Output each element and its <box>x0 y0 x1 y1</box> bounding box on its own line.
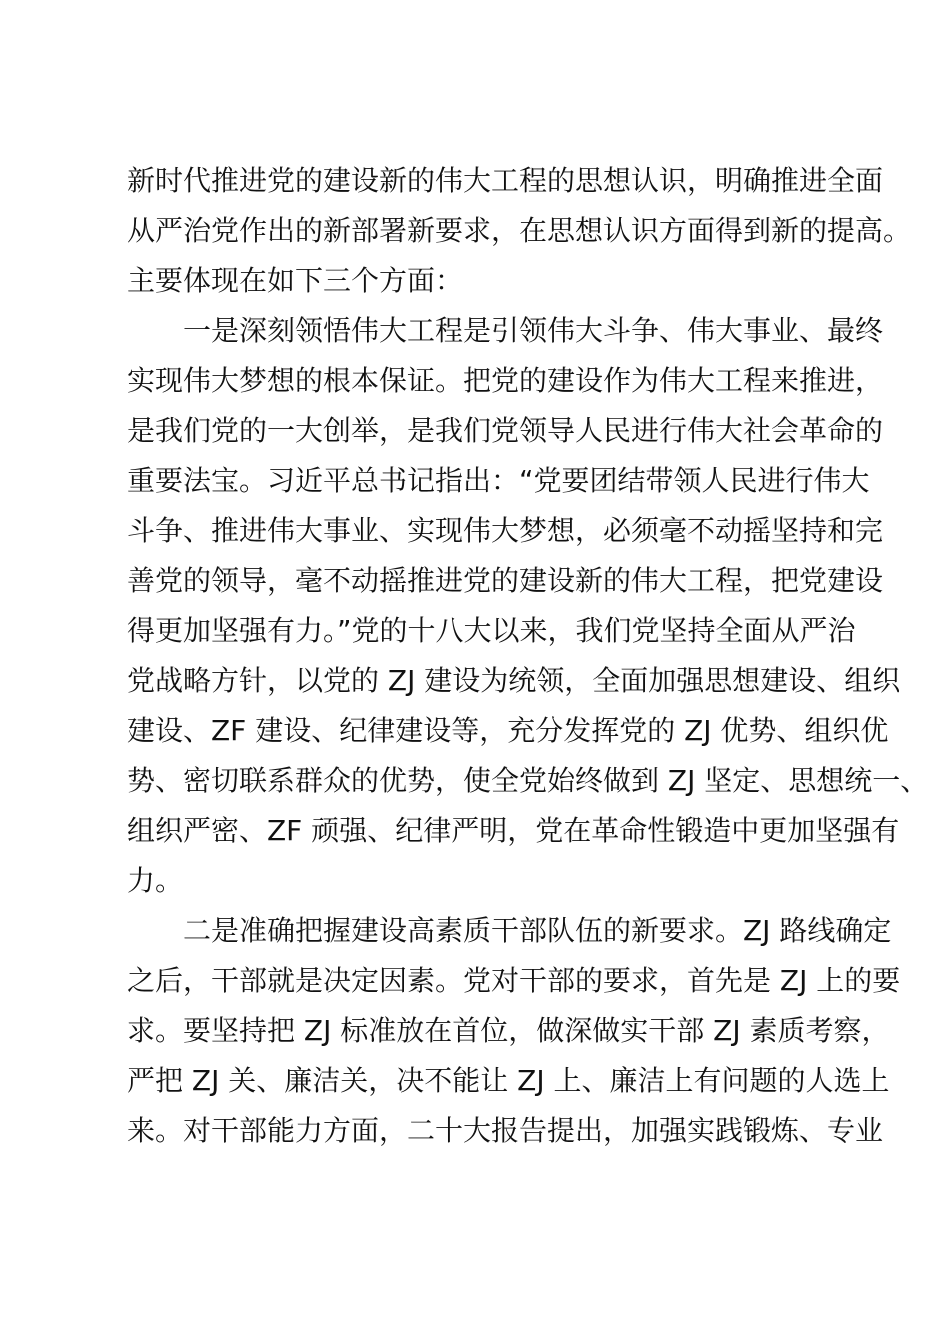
text-line: 一是深刻领悟伟大工程是引领伟大斗争、伟大事业、最终 <box>183 314 884 347</box>
text-line: 力。 <box>127 864 184 897</box>
text-line: 来。对干部能力方面，二十大报告提出，加强实践锻炼、专业 <box>127 1114 884 1147</box>
text-line: 新时代推进党的建设新的伟大工程的思想认识，明确推进全面 <box>127 164 884 197</box>
text-line: 斗争、推进伟大事业、实现伟大梦想，必须毫不动摇坚持和完 <box>127 514 884 547</box>
text-line: 之后，干部就是决定因素。党对干部的要求，首先是 ZJ 上的要 <box>127 964 901 997</box>
text-line: 实现伟大梦想的根本保证。把党的建设作为伟大工程来推进， <box>127 364 884 397</box>
text-line: 主要体现在如下三个方面： <box>127 264 464 297</box>
text-line: 严把 ZJ 关、廉洁关，决不能让 ZJ 上、廉洁上有问题的人选上 <box>127 1064 890 1097</box>
text-line: 是我们党的一大创举，是我们党领导人民进行伟大社会革命的 <box>127 414 884 447</box>
text-line: 得更加坚强有力。”党的十八大以来，我们党坚持全面从严治 <box>127 614 856 647</box>
document-body <box>127 156 929 1156</box>
text-line: 二是准确把握建设高素质干部队伍的新要求。ZJ 路线确定 <box>183 914 892 947</box>
text-line: 求。要坚持把 ZJ 标准放在首位，做深做实干部 ZJ 素质考察， <box>127 1014 890 1047</box>
text-line: 重要法宝。习近平总书记指出：“党要团结带领人民进行伟大 <box>127 464 870 497</box>
text-line: 势、密切联系群众的优势，使全党始终做到 ZJ 坚定、思想统一、 <box>127 764 929 797</box>
text-line: 建设、ZF 建设、纪律建设等，充分发挥党的 ZJ 优势、组织优 <box>127 714 889 747</box>
text-line: 善党的领导，毫不动摇推进党的建设新的伟大工程，把党建设 <box>127 564 884 597</box>
text-line: 党战略方针，以党的 ZJ 建设为统领，全面加强思想建设、组织 <box>127 664 901 697</box>
text-line: 从严治党作出的新部署新要求，在思想认识方面得到新的提高。 <box>127 214 912 247</box>
text-line: 组织严密、ZF 顽强、纪律严明，党在革命性锻造中更加坚强有 <box>127 814 900 847</box>
